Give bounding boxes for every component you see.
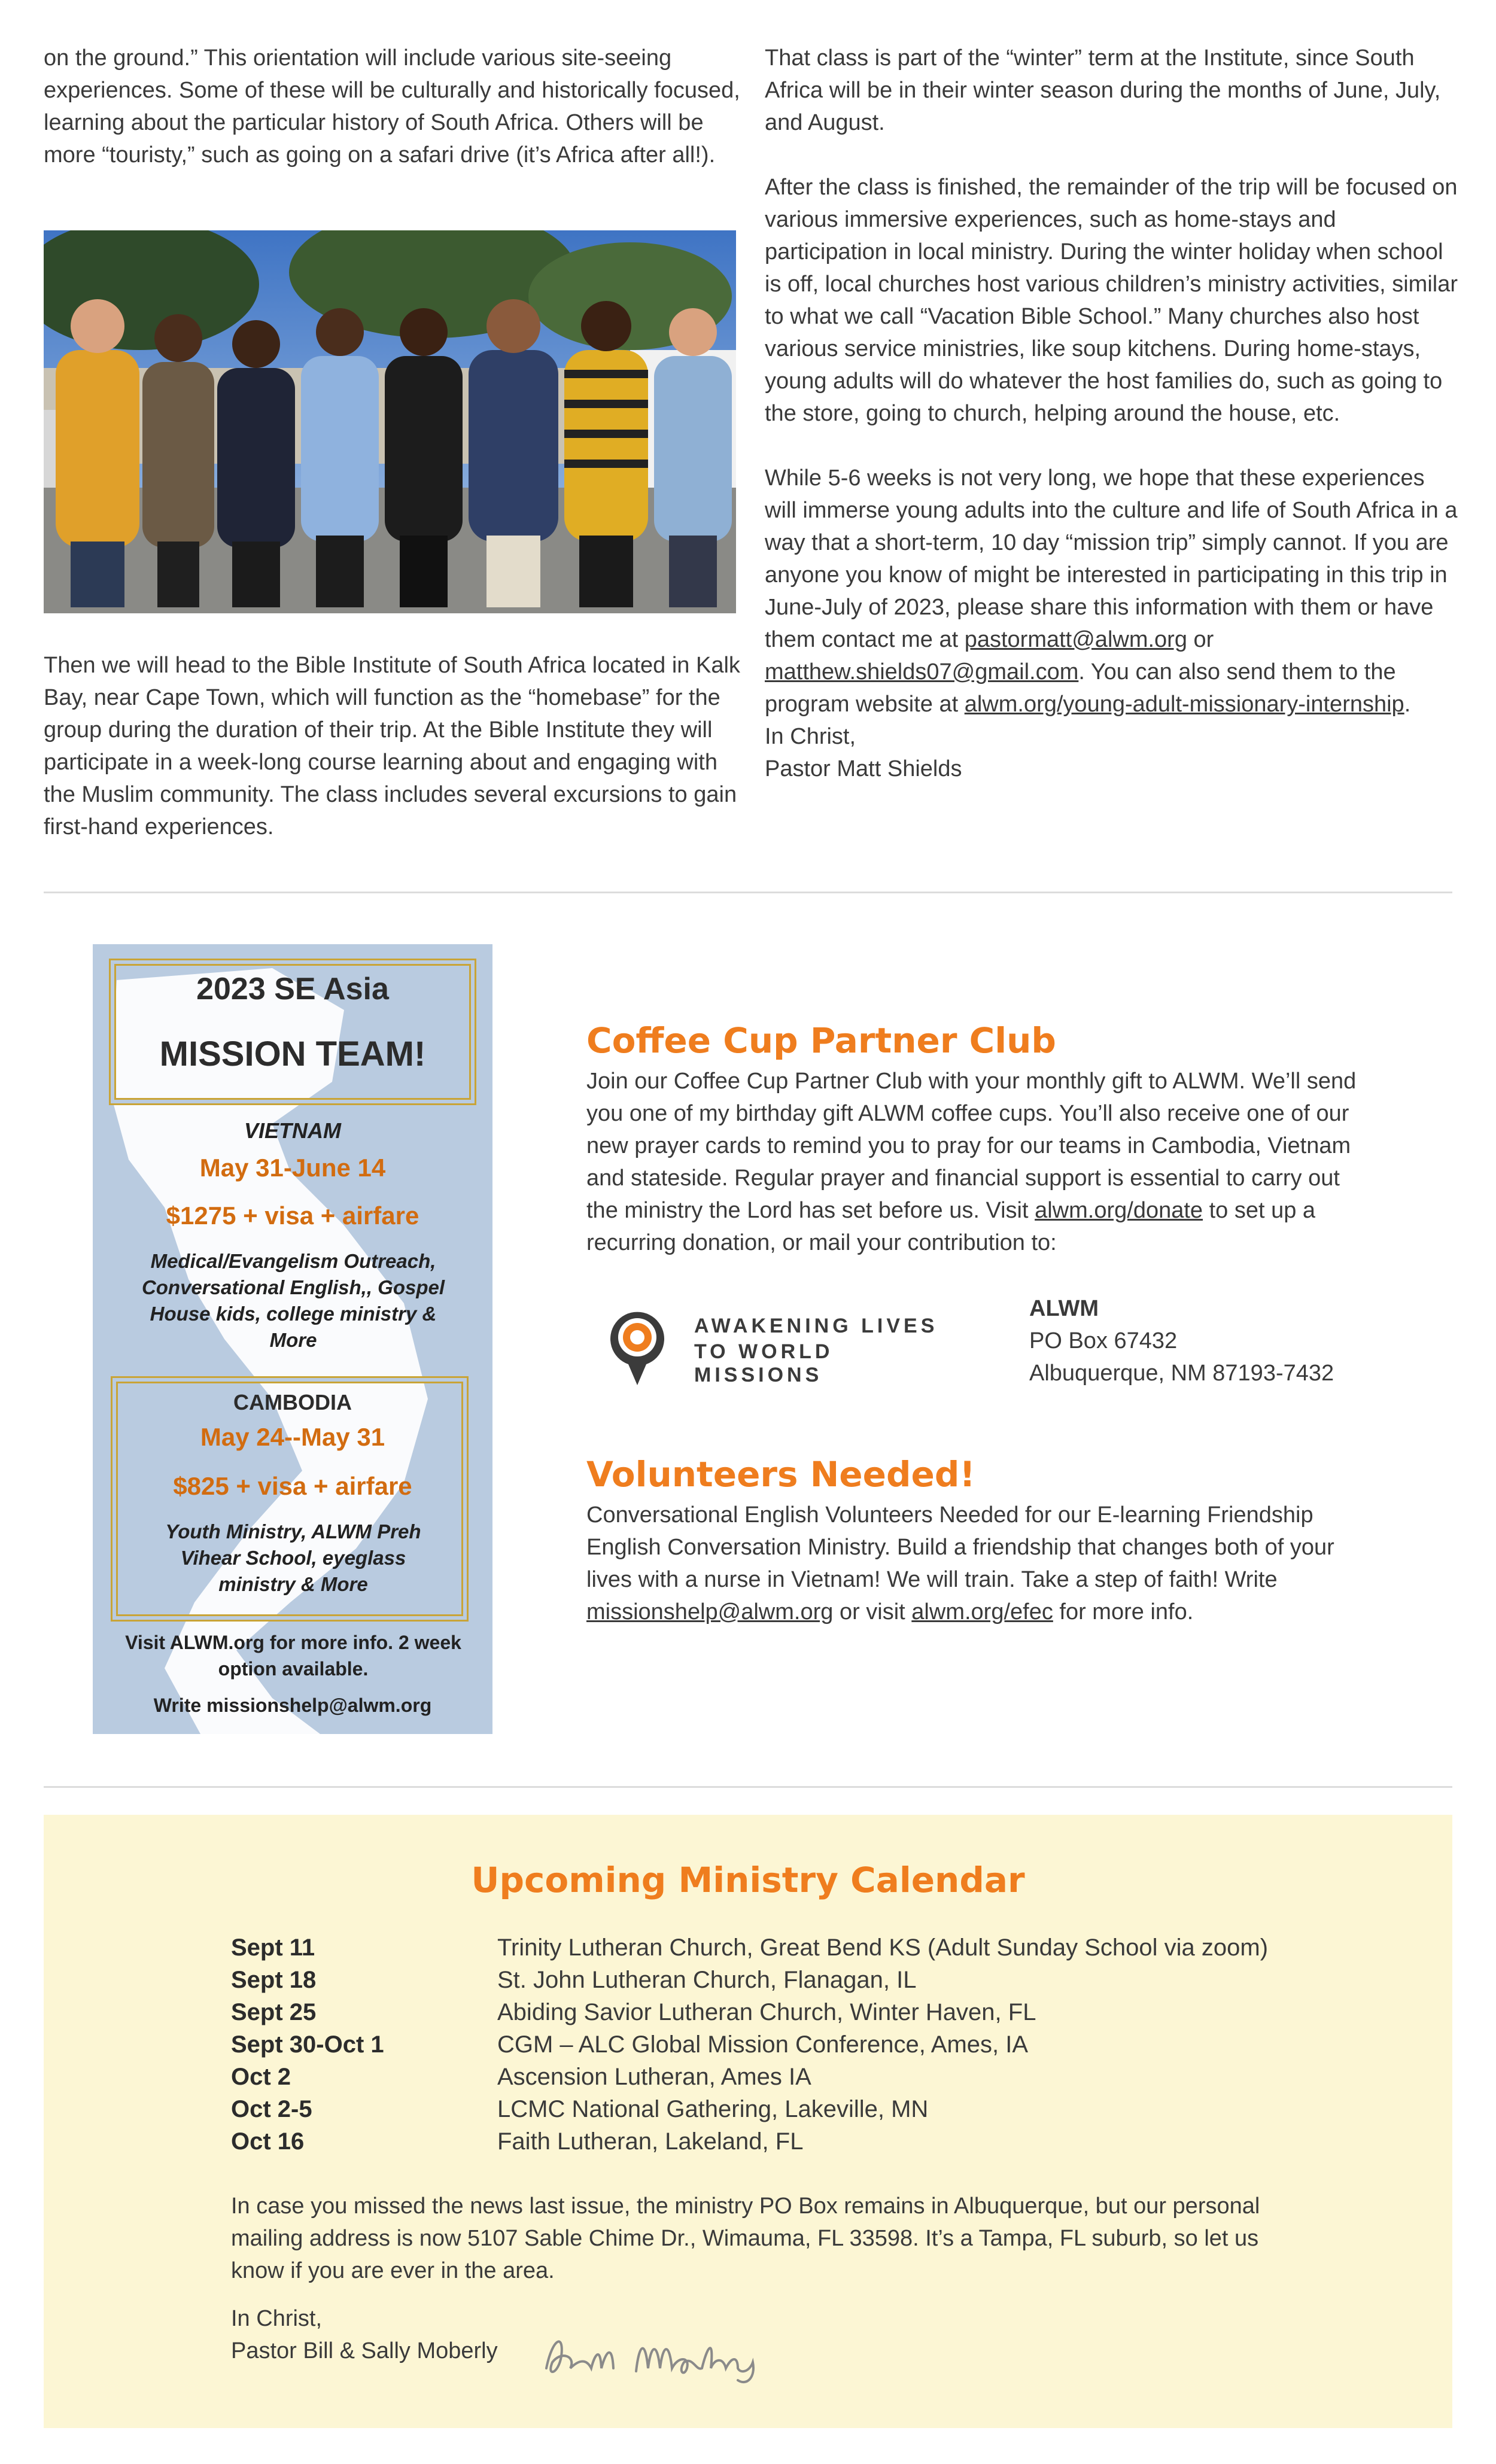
- calendar-date: Oct 16: [231, 2128, 305, 2155]
- alwm-logo-icon: [610, 1301, 664, 1391]
- invitation-text: While 5-6 weeks is not very long, we hope that these experiences will immerse young adults into the culture and life of South Africa in a way that a short-term, 10 day “mission trip” simply cannot. If you are anyone you know of might be interested in participating in this trip in June-July of 2023, please share this information with them or have them contact me at: [765, 466, 1458, 652]
- calendar-event: Abiding Savior Lutheran Church, Winter Haven, FL: [497, 1999, 1036, 2025]
- flyer-title-line1: 2023 SE Asia: [196, 972, 389, 1006]
- cambodia-country: CAMBODIA: [233, 1390, 352, 1414]
- calendar-heading: Upcoming Ministry Calendar: [471, 1860, 1025, 1900]
- address-name: ALWM: [1029, 1296, 1099, 1321]
- handwritten-signature-icon: [534, 2320, 786, 2386]
- cambodia-dates: May 24--May 31: [200, 1423, 385, 1451]
- calendar-signature: Pastor Bill & Sally Moberly: [231, 2338, 498, 2363]
- mission-team-flyer: [93, 944, 492, 1734]
- volunteers-or: or visit: [833, 1599, 912, 1625]
- article-paragraph-orientation: on the ground.” This orientation will include various site-seeing experiences. Some of these will be culturally and historically focused, learning about the particular history of South Africa. Others will be more “touristy,” such as going on a safari drive (it’s Africa after all!).: [44, 45, 740, 168]
- ministry-calendar: [44, 1815, 1452, 2428]
- group-photo-illustration: [44, 230, 736, 613]
- coffee-club-body: [586, 1065, 1364, 1259]
- volunteers-body: [586, 1499, 1376, 1628]
- address-line1: PO Box 67432: [1029, 1328, 1178, 1353]
- coffee-club-body-b: to set up a recurring donation, or mail your contribution to:: [586, 1198, 1316, 1255]
- invitation-website-text: . You can also send them to the program website at: [765, 659, 1396, 717]
- calendar-event: Trinity Lutheran Church, Great Bend KS (Adult Sunday School via zoom): [497, 1934, 1269, 1961]
- article-paragraph-winter-term: That class is part of the “winter” term at the Institute, since South Africa will be in their winter season during the months of June, July, and August.: [765, 45, 1441, 135]
- calendar-event: St. John Lutheran Church, Flanagan, IL: [497, 1967, 917, 1993]
- article-left-top: [44, 42, 741, 171]
- program-website-link[interactable]: alwm.org/young-adult-missionary-internship: [964, 692, 1404, 717]
- cambodia-price: $825 + visa + airfare: [173, 1472, 412, 1500]
- coffee-club-body-a: Join our Coffee Cup Partner Club with your monthly gift to ALWM. We’ll send you one of my birthday gift ALWM coffee cups. You’ll also receive one of our new prayer cards to remind you to pray for our teams in Cambodia, Vietnam and stateside. Regular prayer and financial support is essential to carry out the ministry the Lord has set before us. Visit: [586, 1069, 1357, 1223]
- calendar-event: LCMC National Gathering, Lakeville, MN: [497, 2096, 929, 2122]
- article-signature: Pastor Matt Shields: [765, 756, 962, 781]
- article-closing: In Christ,: [765, 724, 856, 749]
- email-link-matthew-shields[interactable]: matthew.shields07@gmail.com: [765, 659, 1079, 685]
- calendar-date: Oct 2-5: [231, 2096, 312, 2122]
- cambodia-description: Youth Ministry, ALWM Preh Vihear School, eyeglass ministry & More: [165, 1520, 421, 1595]
- logo-line1: AWAKENING LIVES: [694, 1315, 938, 1337]
- volunteers-body-a: Conversational English Volunteers Needed for our E-learning Friendship English Conversation Ministry. Build a friendship that changes both of your lives with a nurse in Vietnam! We will train. Take a step of faith! Write: [586, 1502, 1334, 1592]
- efec-link[interactable]: alwm.org/efec: [911, 1599, 1053, 1625]
- invitation-or: or: [1187, 627, 1214, 652]
- email-link-pastormatt[interactable]: pastormatt@alwm.org: [964, 627, 1187, 652]
- vietnam-description: Medical/Evangelism Outreach, Conversational English,, Gospel House kids, college ministry & More: [141, 1250, 445, 1351]
- invitation-end: .: [1404, 692, 1411, 717]
- calendar-date: Oct 2: [231, 2064, 291, 2090]
- coffee-club-text: [586, 1065, 1364, 1259]
- coffee-club-heading: Coffee Cup Partner Club: [586, 1020, 1056, 1061]
- logo-line2: TO WORLD MISSIONS: [694, 1340, 834, 1386]
- article-right: [765, 42, 1462, 785]
- article-paragraph-bible-institute: Then we will head to the Bible Institute of South Africa located in Kalk Bay, near Cape Town, which will function as the “homebase” for the group during the duration of their trip. At the Bible Institute they will participate in a week-long course learning about and engaging with the Muslim community. The class includes several excursions to gain first-hand experiences.: [44, 653, 740, 839]
- section-divider: [44, 1786, 1452, 1788]
- missionshelp-email-link[interactable]: missionshelp@alwm.org: [586, 1599, 834, 1625]
- mailing-address: [1029, 1292, 1334, 1389]
- vietnam-price: $1275 + visa + airfare: [166, 1201, 419, 1230]
- volunteers-heading: Volunteers Needed!: [586, 1454, 975, 1495]
- calendar-date: Sept 30-Oct 1: [231, 2031, 384, 2058]
- flyer-title-line2: MISSION TEAM!: [159, 1035, 426, 1073]
- volunteers-body-b: for more info.: [1053, 1599, 1194, 1625]
- flyer-visit: Visit ALWM.org for more info. 2 week option available.: [125, 1632, 461, 1680]
- calendar-date: Sept 11: [231, 1934, 315, 1961]
- calendar-date: Sept 18: [231, 1967, 317, 1993]
- section-divider: [44, 892, 1452, 893]
- vietnam-dates: May 31-June 14: [199, 1154, 386, 1182]
- group-photo: [44, 230, 736, 613]
- calendar-address-note: In case you missed the news last issue, the ministry PO Box remains in Albuquerque, but our personal mailing address is now 5107 Sable Chime Dr., Wimauma, FL 33598. It’s a Tampa, FL suburb, so let us know if you are ever in the area.: [231, 2194, 1260, 2283]
- address-line2: Albuquerque, NM 87193-7432: [1029, 1361, 1334, 1386]
- article-paragraph-invitation: [765, 462, 1462, 720]
- vietnam-country: VIETNAM: [244, 1118, 341, 1143]
- article-left-bottom: [44, 649, 741, 843]
- volunteers-text: [586, 1499, 1376, 1628]
- flyer-write: Write missionshelp@alwm.org: [153, 1695, 432, 1716]
- calendar-event: Ascension Lutheran, Ames IA: [497, 2064, 811, 2090]
- calendar-closing: In Christ,: [231, 2306, 323, 2331]
- alwm-logo: [610, 1301, 969, 1397]
- calendar-event: CGM – ALC Global Mission Conference, Ames, IA: [497, 2031, 1029, 2058]
- calendar-date: Sept 25: [231, 1999, 317, 2025]
- article-paragraph-immersive: After the class is finished, the remainder of the trip will be focused on various immersive experiences, such as home-stays and participation in local ministry. During the winter holiday when school is off, local churches host various children’s ministry activities, similar to what we call “Vacation Bible School.” Many churches also host various service ministries, like soup kitchens. During home-stays, young adults will do whatever the host families do, such as going to the store, going to church, helping around the house, etc.: [765, 175, 1458, 426]
- donate-link[interactable]: alwm.org/donate: [1035, 1198, 1203, 1223]
- calendar-event: Faith Lutheran, Lakeland, FL: [497, 2128, 804, 2155]
